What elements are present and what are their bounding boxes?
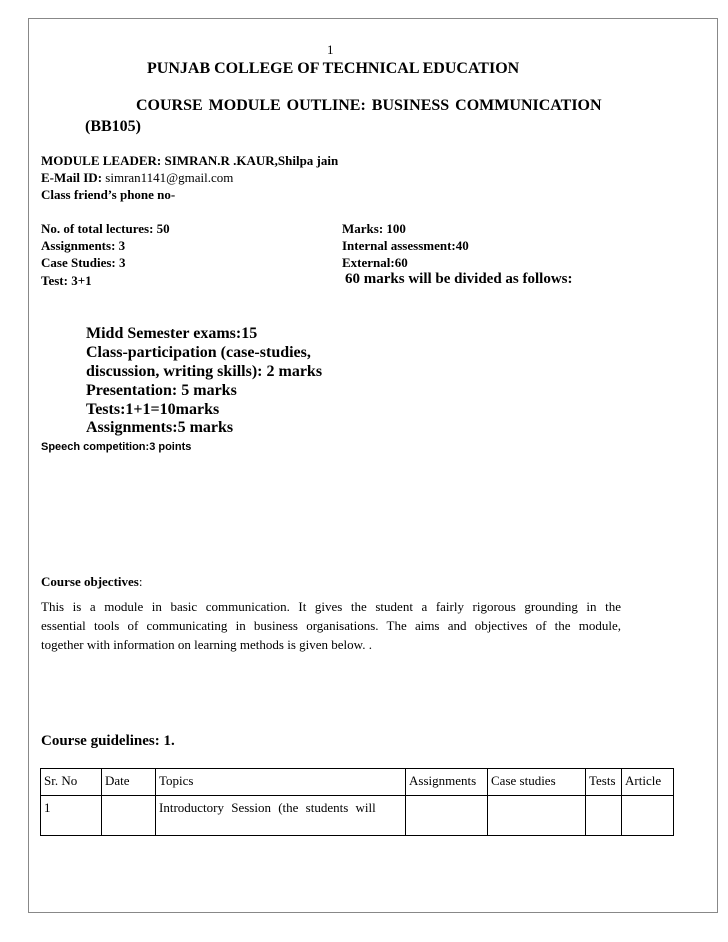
outline-title: COURSE MODULE OUTLINE: BUSINESS COMMUNICATION bbox=[136, 97, 602, 114]
objectives-heading-line bbox=[41, 574, 142, 590]
total-marks: Marks: 100 bbox=[342, 221, 406, 236]
external-marks: External:60 bbox=[342, 255, 408, 270]
cell-date bbox=[102, 796, 156, 836]
breakdown-midsem: Midd Semester exams:15 bbox=[86, 325, 258, 342]
email-line bbox=[41, 170, 233, 186]
class-friend-phone: Class friend’s phone no- bbox=[41, 187, 176, 202]
objectives-colon: : bbox=[138, 574, 143, 589]
internal-assessment: Internal assessment:40 bbox=[342, 238, 469, 253]
assignments-count: Assignments: 3 bbox=[41, 238, 126, 253]
college-title: PUNJAB COLLEGE OF TECHNICAL EDUCATION bbox=[147, 60, 520, 77]
course-guidelines-table bbox=[40, 768, 674, 836]
breakdown-presentation: Presentation: 5 marks bbox=[86, 382, 237, 399]
total-lectures: No. of total lectures: 50 bbox=[41, 221, 170, 236]
header-date: Date bbox=[102, 769, 156, 796]
header-article: Article bbox=[622, 769, 674, 796]
cell-tests bbox=[586, 796, 622, 836]
module-leader: MODULE LEADER: SIMRAN.R .KAUR,Shilpa jain bbox=[41, 153, 339, 168]
speech-value: :3 points bbox=[145, 441, 192, 453]
header-assignments: Assignments bbox=[406, 769, 488, 796]
cell-topics: Introductory Session (the students will bbox=[156, 796, 406, 836]
table-row bbox=[41, 796, 674, 836]
objectives-line-1: This is a module in basic communication. It gives the student a fairly rigorous grounding in the bbox=[41, 599, 621, 614]
speech-competition bbox=[41, 441, 191, 453]
objectives-line-2: essential tools of communicating in business organisations. The aims and objectives of the module, bbox=[41, 618, 621, 633]
header-topics: Topics bbox=[156, 769, 406, 796]
header-sr-no: Sr. No bbox=[41, 769, 102, 796]
objectives-line-3: together with information on learning methods is given below. . bbox=[41, 637, 372, 652]
test-count: Test: 3+1 bbox=[41, 273, 92, 288]
division-heading: 60 marks will be divided as follows: bbox=[345, 271, 573, 287]
objectives-heading: Course objectives bbox=[41, 574, 139, 589]
header-case-studies: Case studies bbox=[488, 769, 586, 796]
case-studies-count: Case Studies: 3 bbox=[41, 255, 126, 270]
breakdown-participation-cont: discussion, writing skills): 2 marks bbox=[86, 363, 323, 380]
breakdown-participation: Class-participation (case-studies, bbox=[86, 344, 311, 361]
table-header-row bbox=[41, 769, 674, 796]
header-tests: Tests bbox=[586, 769, 622, 796]
cell-case-studies bbox=[488, 796, 586, 836]
breakdown-assignments: Assignments:5 marks bbox=[86, 419, 234, 436]
email-value: simran1141@gmail.com bbox=[105, 170, 234, 185]
email-label: E-Mail ID: bbox=[41, 170, 103, 185]
page-number: 1 bbox=[327, 42, 334, 57]
breakdown-tests: Tests:1+1=10marks bbox=[86, 401, 220, 418]
objectives-text bbox=[41, 597, 621, 654]
cell-sr-no: 1 bbox=[41, 796, 102, 836]
page-bottom-area bbox=[0, 840, 728, 942]
speech-label: Speech competition bbox=[41, 441, 146, 453]
guidelines-heading: Course guidelines: 1. bbox=[41, 733, 175, 749]
cell-article bbox=[622, 796, 674, 836]
cell-assignments bbox=[406, 796, 488, 836]
course-code: (BB105) bbox=[85, 118, 141, 135]
